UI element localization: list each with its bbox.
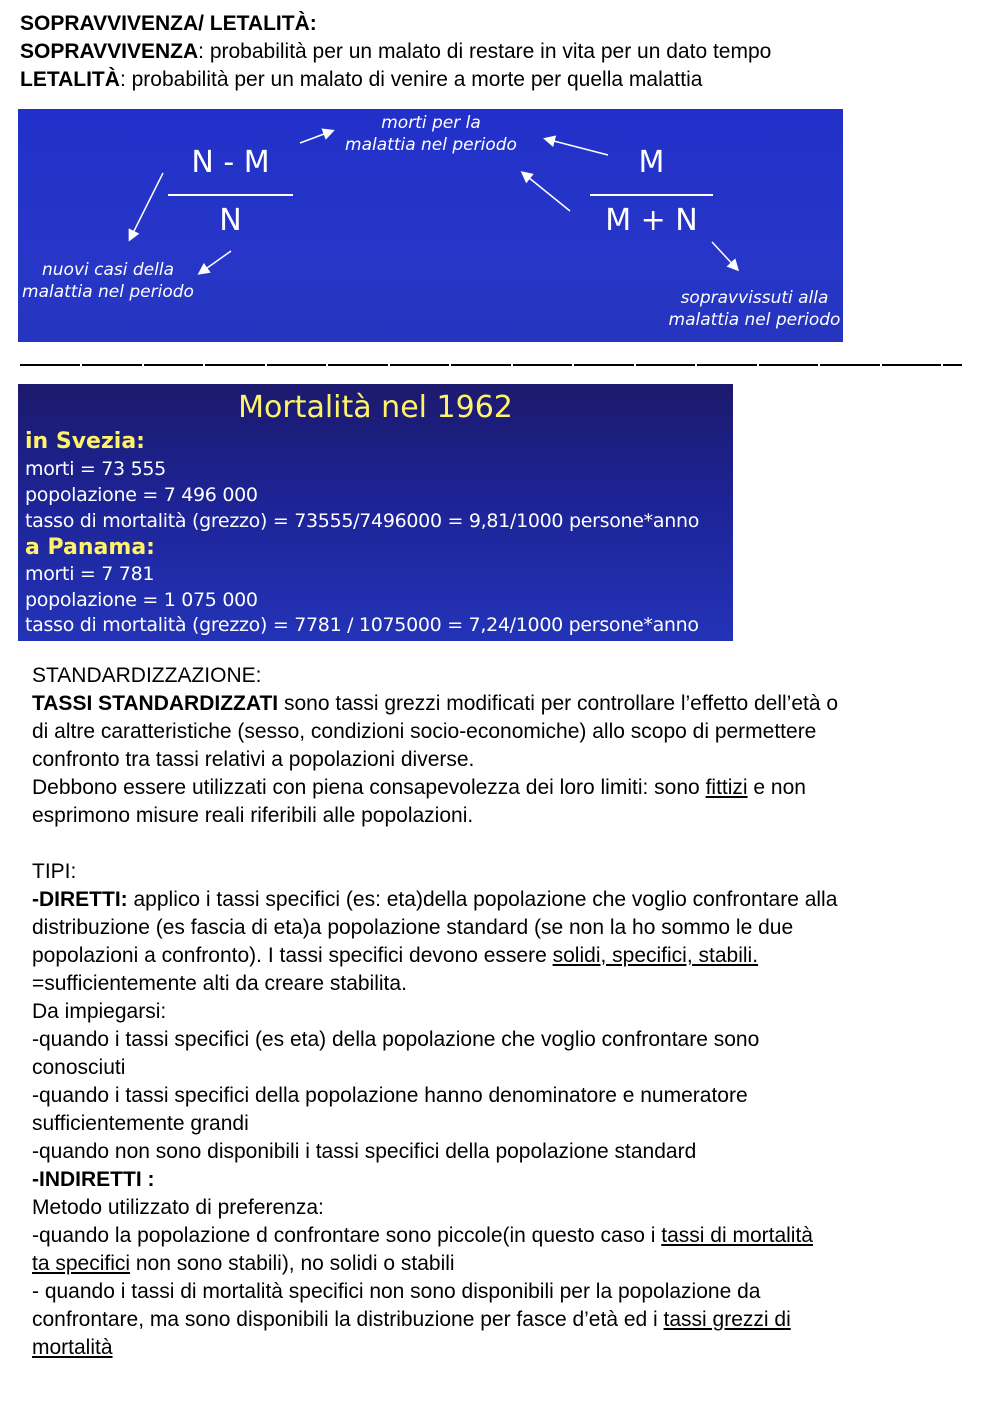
direct-line7: conosciuti (32, 1056, 126, 1079)
indirect-line2-text: -quando la popolazione d confrontare sono piccole(in questo caso i (32, 1224, 662, 1247)
indirect-line5 (32, 1306, 791, 1334)
lethality-definition-text: : probabilità per un malato di venire a morte per quella malattia (119, 68, 703, 91)
indirect-line4: - quando i tassi di mortalità specifici non sono disponibili per la popolazione da (32, 1280, 761, 1303)
standardization-heading: STANDARDIZZAZIONE: (32, 664, 262, 687)
survival-definition-text: : probabilità per un malato di restare in vita per un dato tempo (198, 40, 772, 63)
label-deaths-line2: malattia nel periodo (345, 135, 517, 155)
mortality-slide-title: Mortalità nel 1962 (238, 390, 513, 425)
sweden-deaths: morti = 73 555 (25, 458, 166, 480)
sweden-heading: in Svezia: (25, 429, 145, 454)
indirect-line5-underlined: tassi grezzi di (663, 1308, 791, 1331)
sweden-population: popolazione = 7 496 000 (25, 484, 258, 506)
direct-line2: distribuzione (es fascia di eta)a popolazione standard (se non la ho sommo le due (32, 916, 794, 939)
indirect-line2 (32, 1222, 813, 1250)
indirect-line3-text: non sono stabili), no solidi o stabili (130, 1252, 455, 1275)
arrow-to-new-cases (130, 173, 163, 239)
label-new-cases-line2: malattia nel periodo (22, 282, 194, 302)
formula-slide (18, 109, 843, 342)
label-new-cases-line1: nuovi casi della (42, 260, 174, 280)
lethality-definition (20, 66, 702, 94)
std-paragraph2-line2: esprimono misure reali riferibili alle popolazioni. (32, 804, 474, 827)
label-deaths-line1: morti per la (381, 113, 481, 133)
mortality-slide (18, 384, 733, 641)
label-survivors-line1: sopravvissuti alla (680, 288, 829, 308)
term-direct: -DIRETTI: (32, 888, 128, 911)
term-survival: SOPRAVVIVENZA (20, 40, 199, 63)
arrow-from-deaths (523, 173, 570, 211)
direct-line1-text: applico i tassi specifici (es: eta)della popolazione che voglio confrontare alla (127, 888, 838, 911)
direct-line3-underlined: solidi, specifici, stabili. (552, 944, 759, 967)
indirect-line3-underlined: ta specifici (32, 1252, 131, 1275)
term-lethality: LETALITÀ (20, 68, 120, 91)
divider-line (20, 364, 962, 366)
survival-definition (20, 38, 771, 66)
label-survivors-line2: malattia nel periodo (668, 310, 841, 330)
indirect-line6-underlined: mortalità (32, 1336, 113, 1359)
right-denominator: M + N (605, 203, 698, 238)
section-title-survival: SOPRAVVIVENZA/ LETALITÀ: (20, 12, 317, 35)
arrow-to-N (200, 251, 231, 273)
direct-line9: sufficientemente grandi (32, 1112, 249, 1135)
arrow-to-survivors (712, 242, 737, 269)
direct-line4: =sufficientemente alti da creare stabilita. (32, 972, 407, 995)
direct-line3 (32, 942, 758, 970)
direct-line1 (32, 886, 837, 914)
std-paragraph-line1 (32, 690, 838, 718)
label-new-cases (18, 259, 198, 303)
panama-population: popolazione = 1 075 000 (25, 589, 258, 611)
arrow-to-deaths-left (300, 131, 332, 143)
left-numerator: N - M (191, 145, 270, 180)
direct-line3-text: popolazioni a confronto). I tassi specifici devono essere (32, 944, 553, 967)
types-heading: TIPI: (32, 860, 77, 883)
std-paragraph-line2: di altre caratteristiche (sesso, condizioni socio-economiche) allo scopo di permettere (32, 720, 817, 743)
term-fictitious: fittizi (705, 776, 748, 799)
term-indirect: -INDIRETTI : (32, 1168, 155, 1191)
panama-heading: a Panama: (25, 535, 155, 560)
std-p1-text: sono tassi grezzi modificati per controllare l’effetto dell’età o (278, 692, 839, 715)
indirect-line5-text: confrontare, ma sono disponibili la distribuzione per fasce d’età ed i (32, 1308, 664, 1331)
sweden-rate: tasso di mortalità (grezzo) = 73555/7496000 = 9,81/1000 persone*anno (25, 510, 700, 532)
std-paragraph2-line1 (32, 774, 806, 802)
left-denominator: N (219, 203, 242, 238)
direct-line5: Da impiegarsi: (32, 1000, 167, 1023)
indirect-line6 (32, 1334, 113, 1362)
std-paragraph-line3: confronto tra tassi relativi a popolazioni diverse. (32, 748, 475, 771)
term-standardized-rates: TASSI STANDARDIZZATI (32, 692, 279, 715)
indirect-line1: Metodo utilizzato di preferenza: (32, 1196, 324, 1219)
direct-line10: -quando non sono disponibili i tassi specifici della popolazione standard (32, 1140, 697, 1163)
std-p2-text-end: e non (747, 776, 806, 799)
direct-line8: -quando i tassi specifici della popolazione hanno denominatore e numeratore (32, 1084, 748, 1107)
panama-deaths: morti = 7 781 (25, 563, 155, 585)
indirect-line3 (32, 1250, 455, 1278)
label-survivors (666, 287, 843, 331)
label-deaths (336, 112, 526, 156)
panama-rate: tasso di mortalità (grezzo) = 7781 / 1075000 = 7,24/1000 persone*anno (25, 614, 699, 636)
std-p2-text: Debbono essere utilizzati con piena consapevolezza dei loro limiti: sono (32, 776, 706, 799)
indirect-line2-underlined: tassi di mortalità (661, 1224, 813, 1247)
direct-line6: -quando i tassi specifici (es eta) della popolazione che voglio confrontare sono (32, 1028, 760, 1051)
right-numerator: M (638, 145, 665, 180)
